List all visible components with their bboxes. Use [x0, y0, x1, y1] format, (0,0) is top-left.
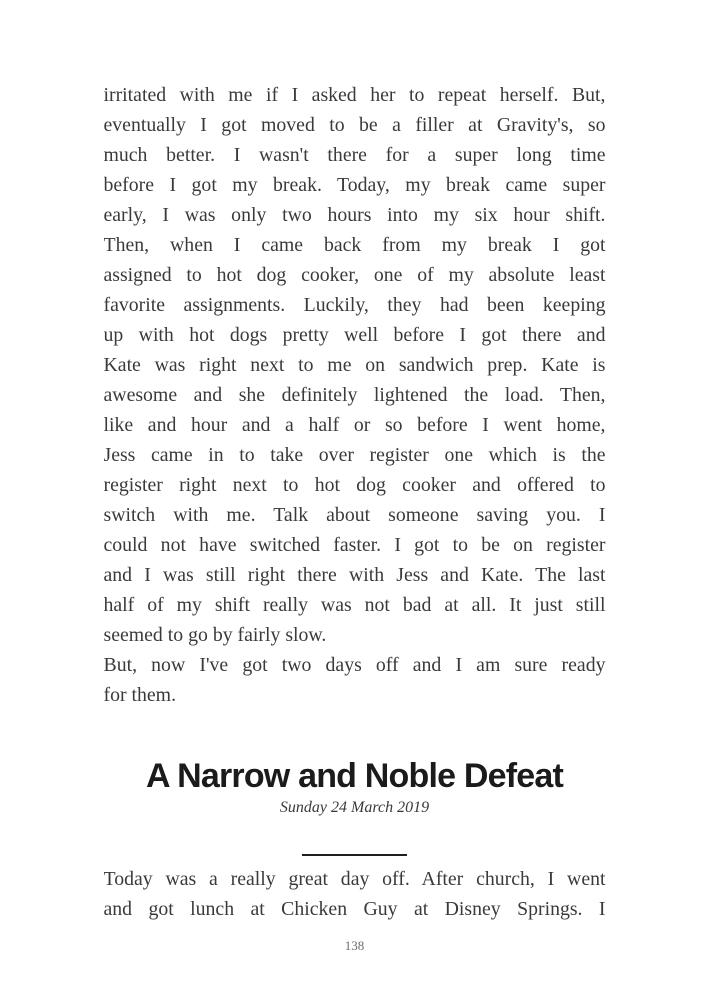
text-line: favorite assignments. Luckily, they had been keeping [103, 294, 606, 316]
text-line: could not have switched faster. I got to be on register [103, 534, 606, 556]
text-line: seemed to go by fairly slow. [103, 624, 327, 646]
text-line: Then, when I came back from my break I got [103, 234, 606, 256]
text-column [104, 0, 606, 924]
section-divider [302, 854, 407, 856]
entry-title: A Narrow and Noble Defeat [145, 757, 564, 795]
text-line: up with hot dogs pretty well before I got there and [103, 324, 606, 346]
text-line: much better. I wasn't there for a super long time [103, 144, 606, 166]
text-line: irritated with me if I asked her to repeat herself. But, [103, 84, 606, 106]
text-line: awesome and she definitely lightened the load. Then, [103, 384, 606, 406]
text-line: for them. [103, 684, 177, 706]
text-line: before I got my break. Today, my break came super [103, 174, 606, 196]
text-line: eventually I got moved to be a filler at Gravity's, so [103, 114, 606, 136]
text-line: assigned to hot dog cooker, one of my absolute least [103, 264, 606, 286]
page-number: 138 [344, 938, 365, 953]
entry-date: Sunday 24 March 2019 [279, 799, 430, 816]
text-line: register right next to hot dog cooker and offered to [103, 474, 606, 496]
text-line: like and hour and a half or so before I went home, [103, 414, 606, 436]
text-line: and got lunch at Chicken Guy at Disney Springs. I [103, 898, 606, 920]
text-line: and I was still right there with Jess and Kate. The last [103, 564, 606, 586]
text-line: Jess came in to take over register one which is the [103, 444, 606, 466]
text-line: early, I was only two hours into my six hour shift. [103, 204, 606, 226]
pre-entry-paragraphs [104, 80, 606, 710]
entry-body-paragraph [104, 864, 606, 924]
text-line: But, now I've got two days off and I am sure ready [103, 654, 606, 676]
text-line: Today was a really great day off. After church, I went [103, 868, 606, 890]
text-line: half of my shift really was not bad at all. It just still [103, 594, 606, 616]
text-line: switch with me. Talk about someone saving you. I [103, 504, 606, 526]
text-line: Kate was right next to me on sandwich prep. Kate is [103, 354, 606, 376]
